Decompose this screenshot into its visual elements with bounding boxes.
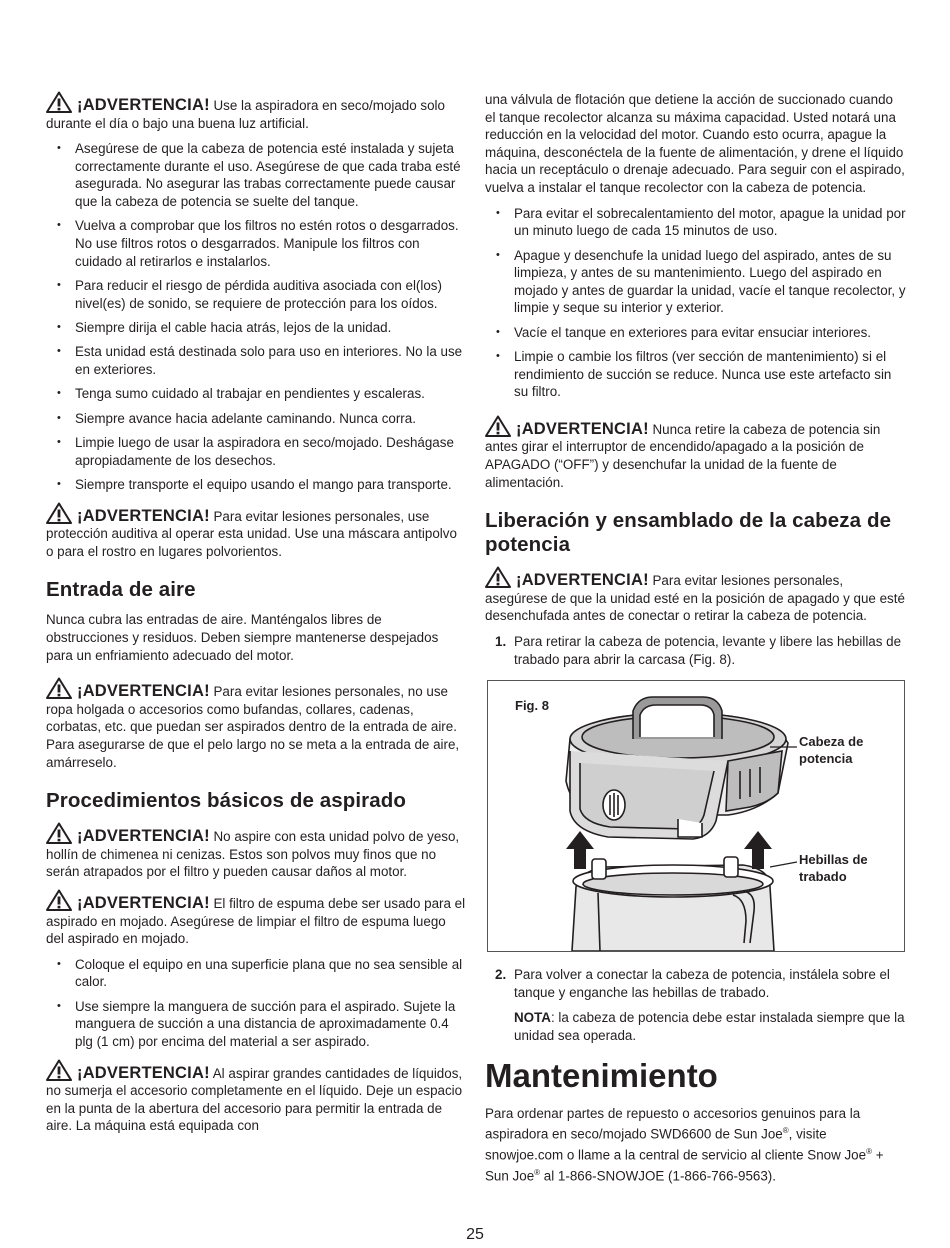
warning-heading: ¡ADVERTENCIA! — [516, 419, 649, 438]
air-intake-text: Nunca cubra las entradas de aire. Manténgalos libres de obstrucciones y residuos. Deben siempre mantenerse despejados para un enfriamiento adecuado del motor. — [46, 612, 439, 663]
tank-drawing — [572, 857, 774, 951]
warning-heading: ¡ADVERTENCIA! — [77, 893, 210, 912]
figure-label: Fig. 8 — [515, 698, 549, 714]
step-item — [485, 633, 907, 668]
registered-mark: ® — [866, 1147, 872, 1157]
right-column — [485, 91, 907, 1185]
warning-triangle-icon — [46, 502, 72, 524]
warning-daylight — [46, 91, 466, 132]
list-item: • Limpie luego de usar la aspiradora en seco/mojado. Deshágase apropiadamente de los desechos. — [46, 434, 466, 469]
warning-triangle-icon — [485, 566, 511, 588]
procedure-bullet-list — [46, 956, 466, 1051]
safety-bullet-list — [46, 140, 466, 493]
section-title-release-assembly: Liberación y ensamblado de la cabeza de potencia — [485, 509, 892, 557]
maintenance-text-part: Para ordenar partes de repuesto o accesorios genuinos para la aspiradora en seco/mojado SWD6600 de Sun Joe — [485, 1105, 861, 1142]
warning-text: Para evitar lesiones personales, asegúrese de que la unidad esté en la posición de apagado y que esté desenchufada antes de conectar o retirar la cabeza de potencia. — [485, 573, 905, 624]
vacuum-illustration — [488, 681, 904, 951]
list-item: • Para evitar el sobrecalentamiento del motor, apague la unidad por un minuto luego de cada 15 minutos de uso. — [485, 205, 907, 240]
step-text: Para volver a conectar la cabeza de potencia, instálela sobre el tanque y enganche las hebillas de trabado. — [514, 967, 890, 1000]
warning-fine-dust — [46, 822, 466, 881]
left-column — [46, 91, 466, 1143]
list-item: • Siempre avance hacia adelante caminando. Nunca corra. — [46, 410, 466, 428]
warning-triangle-icon — [485, 415, 511, 437]
warning-unplug — [485, 566, 907, 625]
list-item: • Coloque el equipo en una superficie plana que no sea sensible al calor. — [46, 956, 466, 991]
maintenance-text-part: , visite snowjoe.com o llame a la central de servicio al cliente Snow Joe — [485, 1126, 867, 1163]
continued-text: una válvula de flotación que detiene la acción de succionado cuando el tanque recolector alcanza su máxima capacidad. Usted notará una reducción en la velocidad del motor. Cuando esto ocurra, apague la máquina, desconéctela de la fuente de alimentación, y drene el líquido hacia un receptáculo o drenaje adecuado. Para seguir con el aspirado, vuelva a instalar el tanque recolector con la cabeza de potencia. — [485, 92, 905, 195]
warning-heading: ¡ADVERTENCIA! — [516, 571, 649, 590]
list-item: • Apague y desenchufe la unidad luego del aspirado, antes de su limpieza, y antes de su mantenimiento. Luego del aspirado en mojado y antes de guardar la unidad, vacíe el tanque recolector, y limpie y seque su interior y exterior. — [485, 247, 907, 317]
warning-heading: ¡ADVERTENCIA! — [77, 506, 210, 525]
warning-text: Para evitar lesiones personales, no use ropa holgada o accesorios como bufandas, collares, cadenas, corbatas, etc. que puedan ser aspirados dentro de la entrada de aire. Para asegurarse de que el pelo largo no se meta a la entrada de aire, amárreselo. — [46, 684, 460, 770]
step-text: Para retirar la cabeza de potencia, levante y libere las hebillas de trabado para abrir la carcasa (Fig. 8). — [514, 634, 902, 667]
reassembly-steps — [485, 966, 907, 1001]
release-steps — [485, 633, 907, 668]
list-item: • Vuelva a comprobar que los filtros no estén rotos o desgarrados. No use filtros rotos o desgarrados. Manipule los filtros con cuidado al retirarlos e instalarlos. — [46, 217, 466, 270]
step-number: 1. — [495, 634, 507, 650]
note — [485, 1009, 907, 1044]
callout-power-head: Cabeza de potencia — [799, 734, 864, 767]
list-item: • Asegúrese de que la cabeza de potencia esté instalada y sujeta correctamente durante el uso. Asegúrese de que cada traba esté asegurada. No asegurar las trabas correctamente puede causar que la cabeza de potencia se suelte del tanque. — [46, 140, 466, 210]
warning-triangle-icon — [46, 822, 72, 844]
list-item: • Use siempre la manguera de succión para el aspirado. Sujete la manguera de succión a una distancia de aproximadamente 0.4 plg (1 cm) por encima del material a ser aspirado. — [46, 998, 466, 1051]
figure-8 — [487, 680, 905, 952]
warning-heading: ¡ADVERTENCIA! — [77, 827, 210, 846]
warning-text: Para evitar lesiones personales, use protección auditiva al operar esta unidad. Use una máscara antipolvo o para el rostro en lugares polvorientos. — [46, 508, 457, 559]
callout-locking-buckles: Hebillas de trabado — [799, 852, 868, 885]
list-item: • Esta unidad está destinada solo para uso en interiores. No la use en exteriores. — [46, 343, 466, 378]
registered-mark: ® — [782, 1126, 789, 1136]
list-item: • Siempre transporte el equipo usando el mango para transporte. — [46, 476, 466, 494]
warning-foam-filter — [46, 889, 466, 948]
warning-text: No aspire con esta unidad polvo de yeso, hollín de chimenea ni cenizas. Estos son polvos muy finos que no serán atrapados por el filtro y pueden causar daños al motor. — [46, 829, 460, 880]
page-number: 25 — [466, 1226, 484, 1243]
warning-triangle-icon — [46, 677, 72, 699]
warning-heading: ¡ADVERTENCIA! — [77, 1063, 210, 1082]
warning-heading: ¡ADVERTENCIA! — [77, 96, 210, 114]
list-item: • Vacíe el tanque en exteriores para evitar ensuciar interiores. — [485, 324, 907, 342]
warning-text: Nunca retire la cabeza de potencia sin antes girar el interruptor de encendido/apagado a la posición de APAGADO (“OFF”) y desenchufar la unidad de la fuente de alimentación. — [485, 421, 881, 490]
warning-clothing — [46, 677, 466, 771]
maintenance-text-part: al 1-866-SNOWJOE (1-866-766-9563). — [540, 1168, 776, 1184]
warning-text: El filtro de espuma debe ser usado para el aspirado en mojado. Asegúrese de limpiar el filtro de espuma luego del aspirado en mojado. — [46, 895, 466, 947]
warning-triangle-icon — [46, 889, 72, 911]
usage-bullet-list — [485, 205, 907, 401]
maintenance-text-part: + Sun Joe — [485, 1147, 884, 1184]
maintenance-text — [485, 1105, 907, 1186]
power-head-drawing — [566, 697, 788, 839]
list-item: • Tenga sumo cuidado al trabajar en pendientes y escaleras. — [46, 385, 466, 403]
warning-triangle-icon — [46, 91, 72, 113]
warning-text: Use la aspiradora en seco/mojado solo durante el día o bajo una buena luz artificial. — [46, 98, 445, 131]
warning-triangle-icon — [46, 1059, 72, 1081]
list-item: • Limpie o cambie los filtros (ver sección de mantenimiento) si el rendimiento de succión se reduce. Nunca use este artefacto sin su filtro. — [485, 348, 907, 401]
warning-liquids — [46, 1059, 466, 1135]
warning-heading: ¡ADVERTENCIA! — [77, 682, 210, 701]
step-item — [485, 966, 907, 1001]
section-title-maintenance: Mantenimiento — [485, 1056, 718, 1094]
warning-text: Al aspirar grandes cantidades de líquidos, no sumerja el accesorio completamente en el líquido. Deje un espacio en la punta de la abertura del accesorio para permitir la entrada de aire. La máquina está equipada con — [46, 1065, 463, 1134]
registered-mark: ® — [534, 1168, 541, 1178]
step-number: 2. — [495, 967, 507, 983]
section-title-air-intake: Entrada de aire — [46, 578, 196, 602]
section-title-basic-procedures: Procedimientos básicos de aspirado — [46, 789, 406, 813]
warning-power-off — [485, 415, 907, 491]
note-label: NOTA — [514, 1010, 551, 1026]
list-item: • Siempre dirija el cable hacia atrás, lejos de la unidad. — [46, 319, 466, 337]
note-text: : la cabeza de potencia debe estar instalada siempre que la unidad sea operada. — [514, 1010, 905, 1044]
warning-hearing — [46, 502, 466, 561]
list-item: • Para reducir el riesgo de pérdida auditiva asociada con el(los) nivel(es) de sonido, se requiere de protección para los oídos. — [46, 277, 466, 312]
